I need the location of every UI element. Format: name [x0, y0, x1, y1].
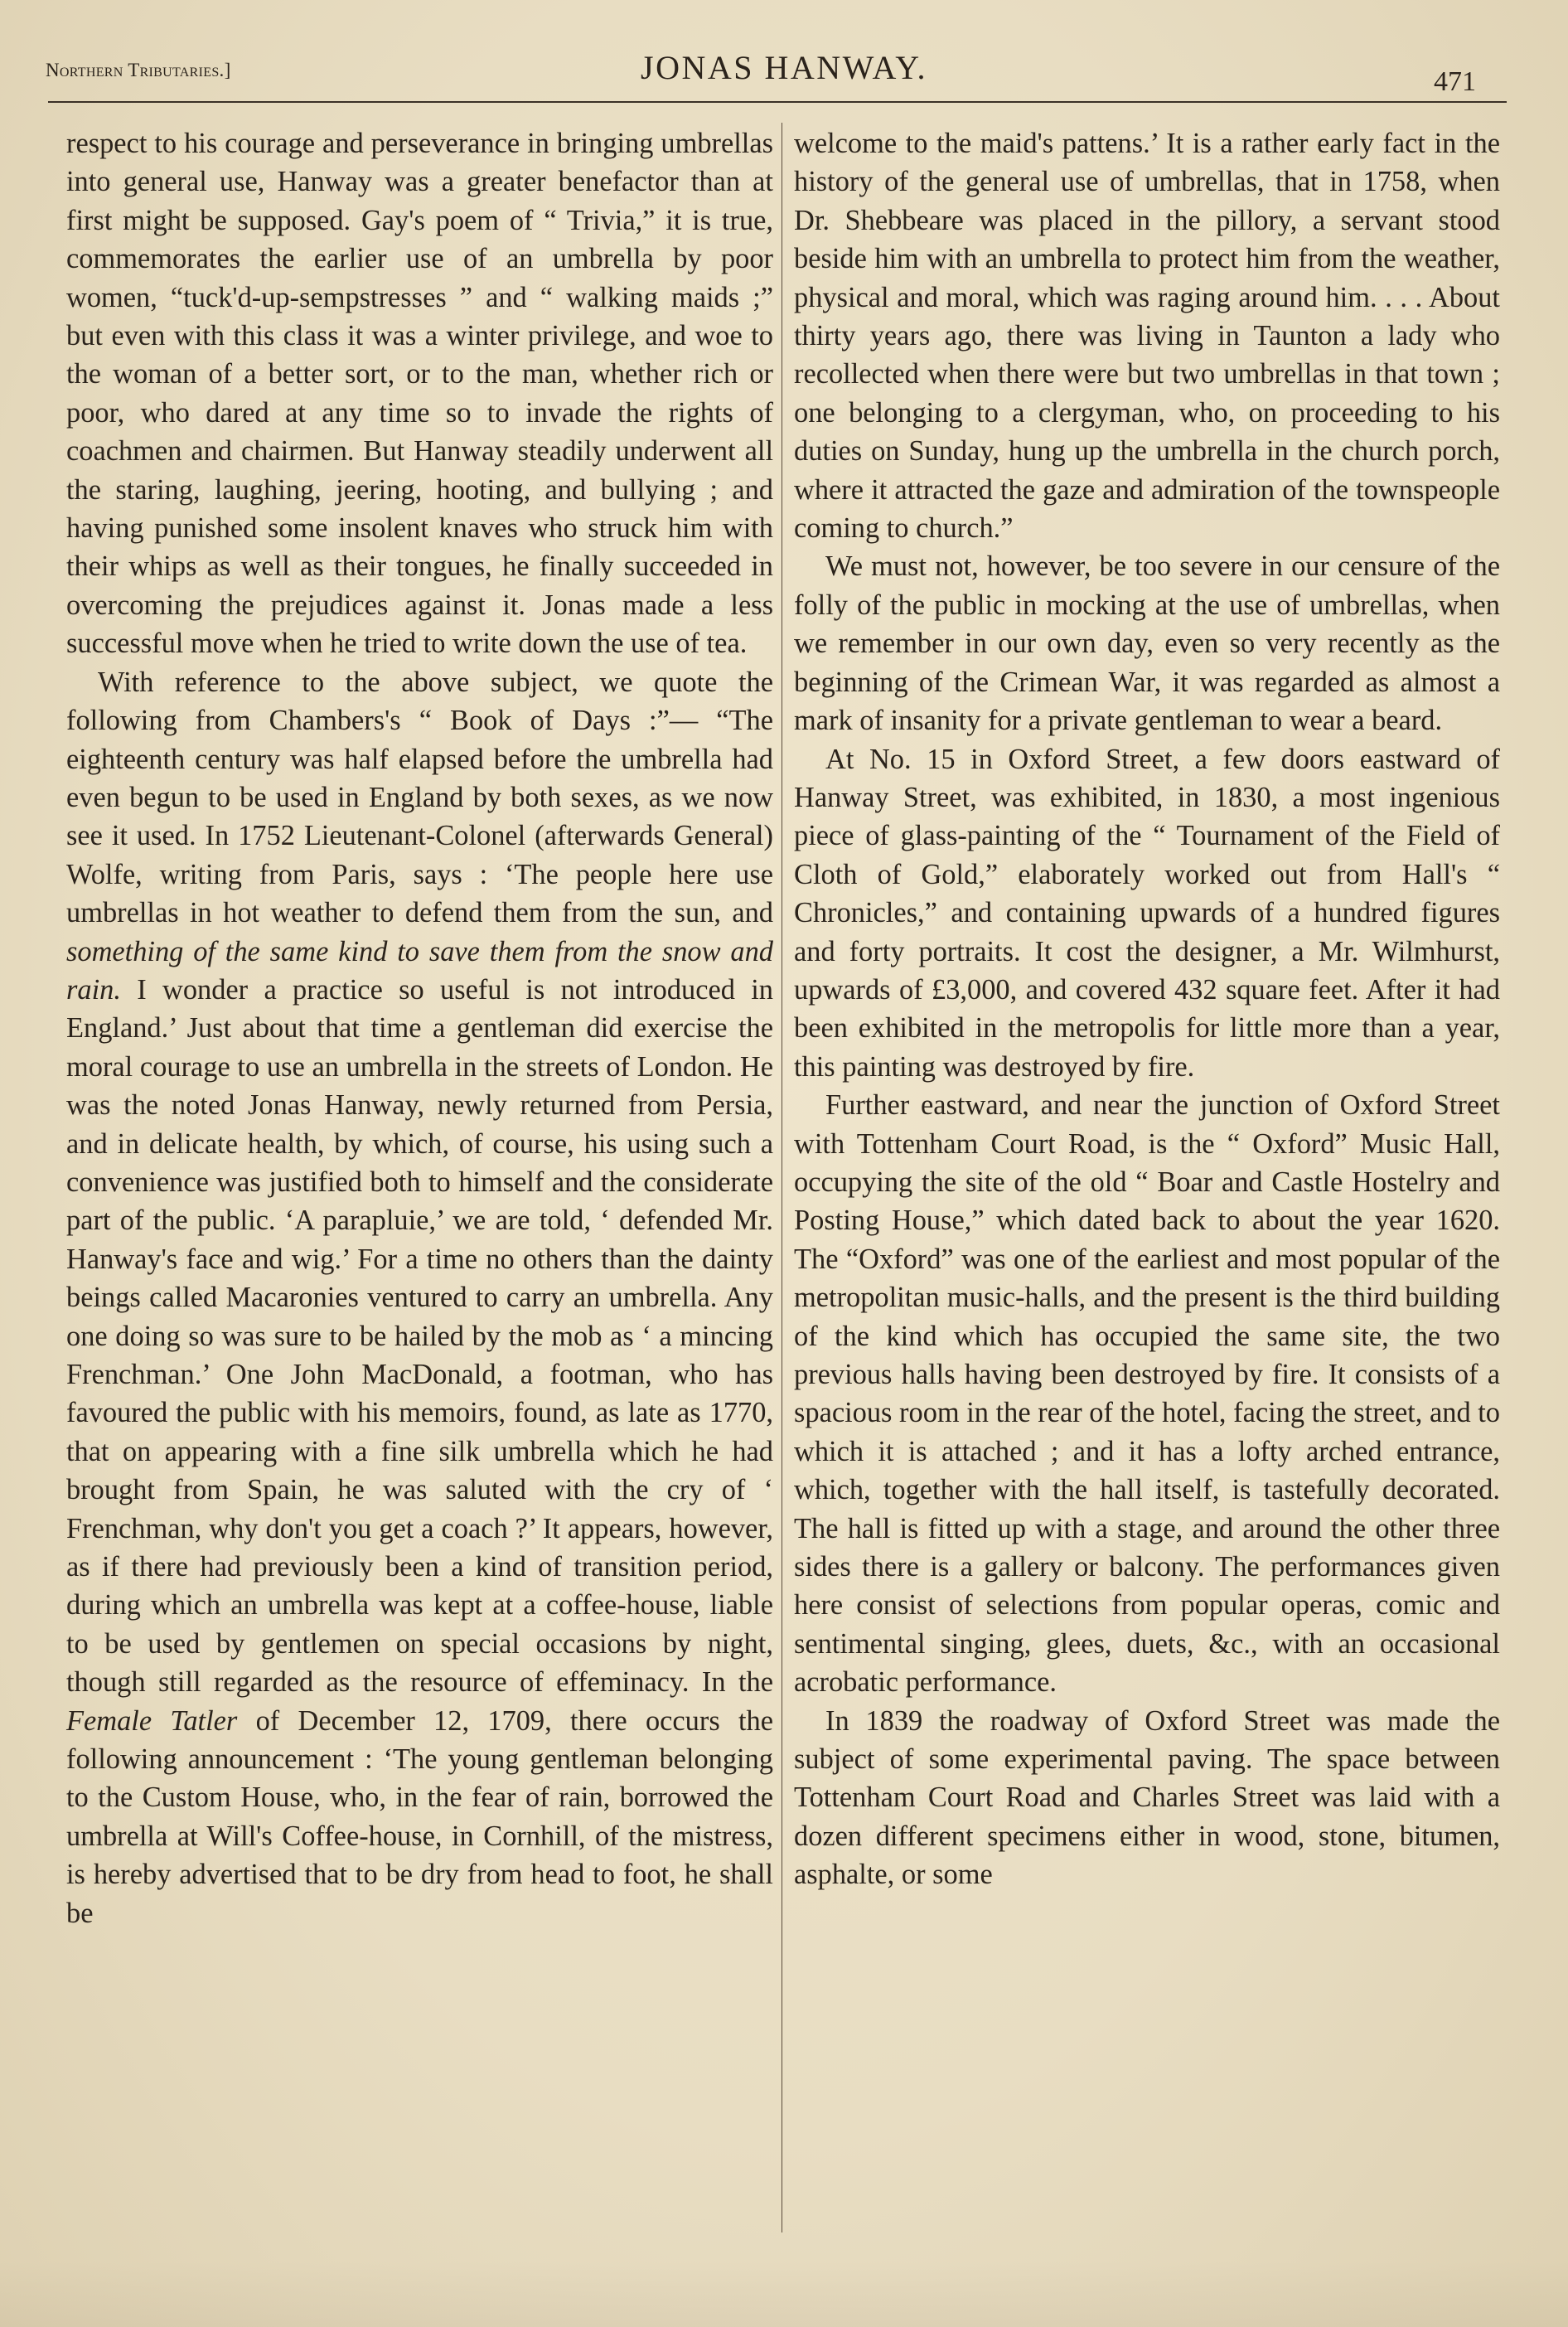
paragraph-text: In 1839 the roadway of Oxford Street was made the subject of some experimental paving. The space between Tottenham Court Road and Charles Street was laid with a dozen different specimens either in wood, stone, bitumen, asphalte, or some	[794, 1704, 1500, 1891]
page-title: JONAS HANWAY.	[641, 49, 927, 86]
paragraph-text: of December 12, 1709, there occurs the following announcement : ‘The young gentleman belonging to the Custom House, who, in the fear of rain, borrowed the umbrella at Will's Coffee-house, in Cornhill, of the mistress, is hereby advertised that to be dry from head to foot, he shall be	[66, 1704, 773, 1929]
paragraph-text: respect to his courage and perseverance in bringing umbrellas into general use, Hanway was a greater benefactor than at first might be supposed. Gay's poem of “ Trivia,” it is true, commemorates the earlier use of an umbrella by poor women, “tuck'd-up-sempstresses ” and “ walking maids ;” but even with this class it was a winter privilege, and woe to the woman of a better sort, or to the man, whether rich or poor, who dared at any time so to invade the rights of coachmen and chairmen. But Hanway steadily underwent all the staring, laughing, jeering, hooting, and bullying ; and having punished some insolent knaves who struck him with their whips as well as their tongues, he finally succeeded in overcoming the prejudices against it. Jonas made a less successful move when he tried to write down the use of tea.	[66, 128, 773, 660]
paragraph	[794, 124, 1500, 547]
paragraph	[794, 547, 1500, 739]
paragraph-text: At No. 15 in Oxford Street, a few doors eastward of Hanway Street, was exhibited, in 1830, a most ingenious piece of glass-painting of the “ Tournament of the Field of Cloth of Gold,” elaborately worked out from Hall's “ Chronicles,” and containing upwards of a hundred figures and forty portraits. It cost the designer, a Mr. Wilmhurst, upwards of £3,000, and covered 432 square feet. After it had been exhibited in the metropolis for little more than a year, this painting was destroyed by fire.	[794, 743, 1500, 1083]
paragraph	[794, 1086, 1500, 1702]
italic-title: Female Tatler	[66, 1704, 238, 1737]
page-number: 471	[1434, 66, 1476, 97]
italic-quote: something of the same kind to save them from the snow and rain.	[66, 935, 773, 1006]
paragraph	[794, 740, 1500, 1087]
header-rule	[48, 101, 1507, 103]
paragraph-text: With reference to the above subject, we quote the following from Chambers's “ Book of Days :”— “The eighteenth century was half elapsed before the umbrella had even begun to be used in England by both sexes, as we now see it used. In 1752 Lieutenant-Colonel (afterwards General) Wolfe, writing from Paris, says : ‘The people here use umbrellas in hot weather to defend them from the sun, and	[66, 666, 773, 929]
paragraph-text: welcome to the maid's pattens.’ It is a rather early fact in the history of the general use of umbrellas, that in 1758, when Dr. Shebbeare was placed in the pillory, a servant stood beside him with an umbrella to protect him from the weather, physical and moral, which was raging around him. . . . About thirty years ago, there was living in Taunton a lady who recollected when there were but two umbrellas in that town ; one belonging to a clergyman, who, on proceeding to his duties on Sunday, hung up the umbrella in the church porch, where it attracted the gaze and admiration of the townspeople coming to church.”	[794, 128, 1500, 545]
running-head: Northern Tributaries.]	[46, 60, 231, 80]
paragraph	[66, 124, 773, 663]
right-column	[794, 124, 1500, 1894]
paragraph	[794, 1702, 1500, 1894]
paragraph	[66, 663, 773, 1932]
page-edge-shading	[0, 2261, 1568, 2327]
paragraph-text: I wonder a practice so useful is not introduced in England.’ Just about that time a gentleman did exercise the moral courage to use an umbrella in the streets of London. He was the noted Jonas Hanway, newly returned from Persia, and in delicate health, by which, of course, his using such a convenience was justified both to himself and the considerate part of the public. ‘A parapluie,’ we are told, ‘ defended Mr. Hanway's face and wig.’ For a time no others than the dainty beings called Macaronies ventured to carry an umbrella. Any one doing so was sure to be hailed by the mob as ‘ a mincing Frenchman.’ One John MacDonald, a footman, who has favoured the public with his memoirs, found, as late as 1770, that on appearing with a fine silk umbrella which he had brought from Spain, he was saluted with the cry of ‘ Frenchman, why don't you get a coach ?’ It appears, however, as if there had previously been a kind of transition period, during which an umbrella was kept at a coffee-house, liable to be used by gentlemen on special occasions by night, though still regarded as the resource of effeminacy. In the	[66, 973, 773, 1699]
left-column	[66, 124, 773, 1932]
paragraph-text: We must not, however, be too severe in our censure of the folly of the public in mocking at the use of umbrellas, when we remember in our own day, even so very recently as the beginning of the Crimean War, it was regarded as almost a mark of insanity for a private gentleman to wear a beard.	[794, 550, 1500, 737]
paragraph-text: Further eastward, and near the junction of Oxford Street with Tottenham Court Road, is the “ Oxford” Music Hall, occupying the site of the old “ Boar and Castle Hostelry and Posting House,” which dated back to about the year 1620. The “Oxford” was one of the earliest and most popular of the metropolitan music-halls, and the present is the third building of the kind which has occupied the same site, the two previous halls having been destroyed by fire. It consists of a spacious room in the rear of the hotel, facing the street, and to which it is attached ; and it has a lofty arched entrance, which, together with the hall itself, is tastefully decorated. The hall is fitted up with a stage, and around the other three sides there is a gallery or balcony. The performances given here consist of selections from popular operas, comic and sentimental singing, glees, duets, &c., with an occasional acrobatic performance.	[794, 1089, 1500, 1699]
